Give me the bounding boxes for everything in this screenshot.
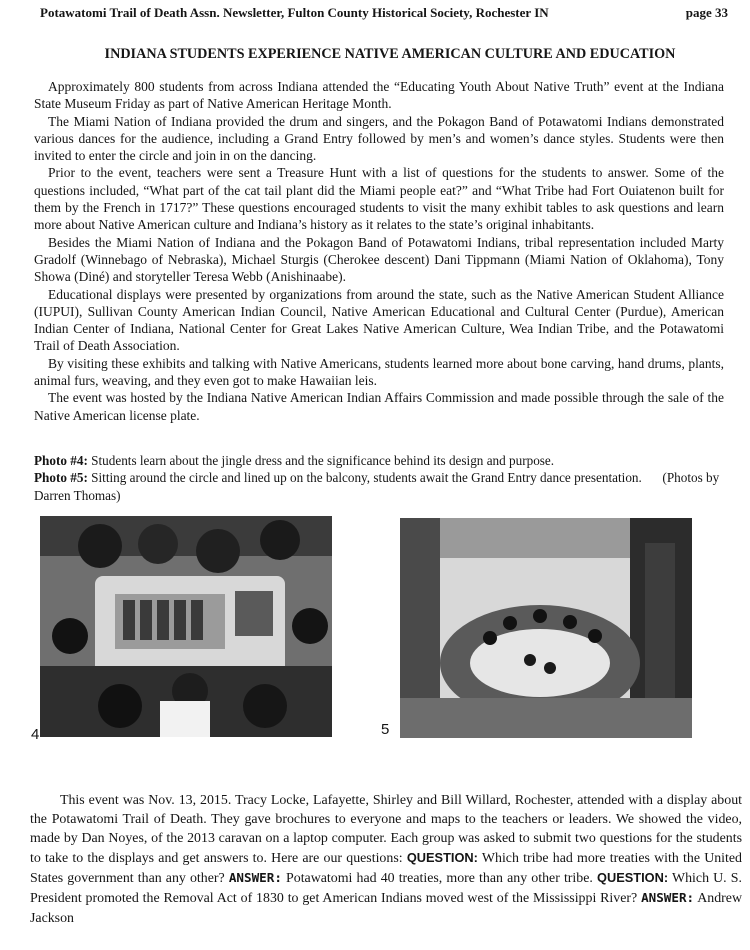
- photo-5-caption: [34, 469, 724, 504]
- closing-intro: This event was Nov. 13, 2015. Tracy Locke, Lafayette, Shirley and Bill Willard, Rochester, attended with a display about the Potawatomi Trail of Death. They gave brochures to everyone and maps to the teachers or leaders. We showed the video, made by Dan Noyes, of the 2013 caravan on a laptop computer. Each group was asked to submit two questions for the students to take to the displays and get answers to. Here are our questions:: [30, 793, 742, 867]
- photo-5-number: 5: [381, 721, 390, 738]
- article-paragraph: By visiting these exhibits and talking with Native Americans, students learned more about bone carving, hand drums, plants, animal furs, weaving, and they even got to make Hawaiian leis.: [34, 355, 724, 389]
- question-label: QUESTION:: [406, 850, 478, 866]
- photo-5-caption-label: Photo #5:: [34, 470, 88, 486]
- article-paragraph: Prior to the event, teachers were sent a Treasure Hunt with a list of questions for the students to answer. Some of the questions included, “What part of the cat tail plant did the Miami people eat?” and “What Tribe had Fort Ouiatenon built for them by the French in 1717?” These questions encouraged students to visit the many exhibit tables to ask questions and learn more about Native American culture and Indiana’s history as it relates to the state’s original inhabitants.: [34, 165, 724, 233]
- photo-4-caption-text: Students learn about the jingle dress and the significance behind its design and purpose.: [91, 453, 555, 468]
- article-paragraph: Besides the Miami Nation of Indiana and the Pokagon Band of Potawatomi Indians, tribal representation included Marty Gradolf (Winnebago of Nebraska), Michael Sturgis (Cherokee descent) Dani Tippmann (Miami Nation of Oklahoma), Tony Showa (Diné) and storyteller Teresa Webb (Anishinaabe).: [34, 234, 724, 285]
- article-headline: INDIANA STUDENTS EXPERIENCE NATIVE AMERICAN CULTURE AND EDUCATION: [104, 46, 676, 62]
- photo-students-at-jingle-dress-table-icon: [40, 516, 332, 737]
- photo-4-caption-label: Photo #4:: [34, 453, 88, 468]
- answer-label: ANSWER:: [641, 890, 695, 906]
- article-paragraph: Approximately 800 students from across Indiana attended the “Educating Youth About Native Truth” event at the Indiana State Museum Friday as part of Native American Heritage Month.: [34, 79, 724, 112]
- photo-atrium-crowd-circle-icon: [400, 518, 692, 738]
- question-label: QUESTION:: [597, 870, 669, 886]
- newsletter-header: [40, 4, 728, 24]
- photo-5-caption-text: Sitting around the circle and lined up on the balcony, students await the Grand Entry dance presentation.: [91, 470, 642, 486]
- photo-4-caption: [34, 452, 724, 469]
- newsletter-title: Potawatomi Trail of Death Assn. Newsletter, Fulton County Historical Society, Rochester IN: [40, 5, 549, 20]
- photo-captions: [34, 452, 724, 504]
- photo-4-number: 4: [31, 726, 40, 743]
- article-paragraph: The event was hosted by the Indiana Native American Indian Affairs Commission and made possible through the sale of the Native American license plate.: [34, 390, 724, 423]
- article-paragraph: The Miami Nation of Indiana provided the drum and singers, and the Pokagon Band of Potawatomi Indians demonstrated various dances for the audience, including a Grand Entry followed by men’s and women’s dance styles. Students were then invited to enter the circle and join in on the dancing.: [34, 113, 724, 164]
- photo-students-jingle-dress: [40, 516, 332, 737]
- photo-credit: (Photos by Darren Thomas): [34, 470, 720, 503]
- answer-2-text: Andrew Jackson: [30, 891, 742, 926]
- closing-section: [30, 791, 742, 928]
- closing-paragraph: [30, 791, 742, 928]
- article-paragraph: Educational displays were presented by organizations from around the state, such as the Native American Student Alliance (IUPUI), Sullivan County American Indian Council, Native American Educational and Cultural Center (Purdue), American Indian Center of Indiana, National Center for Great Lakes Native American Culture, Wea Indian Tribe, and the Potawatomi Trail of Death Association.: [34, 286, 724, 354]
- photo-atrium-crowd: [400, 518, 692, 738]
- article-body: [34, 78, 724, 424]
- page-number: page 33: [685, 5, 728, 20]
- question-1-text: Which tribe had more treaties with the United States government than any other?: [30, 851, 742, 887]
- answer-1-text: Potawatomi had 40 treaties, more than any other tribe.: [286, 871, 593, 887]
- answer-label: ANSWER:: [228, 870, 282, 886]
- question-2-text: Which U. S. President promoted the Removal Act of 1830 to get American Indians moved west of the Mississippi River?: [30, 871, 742, 907]
